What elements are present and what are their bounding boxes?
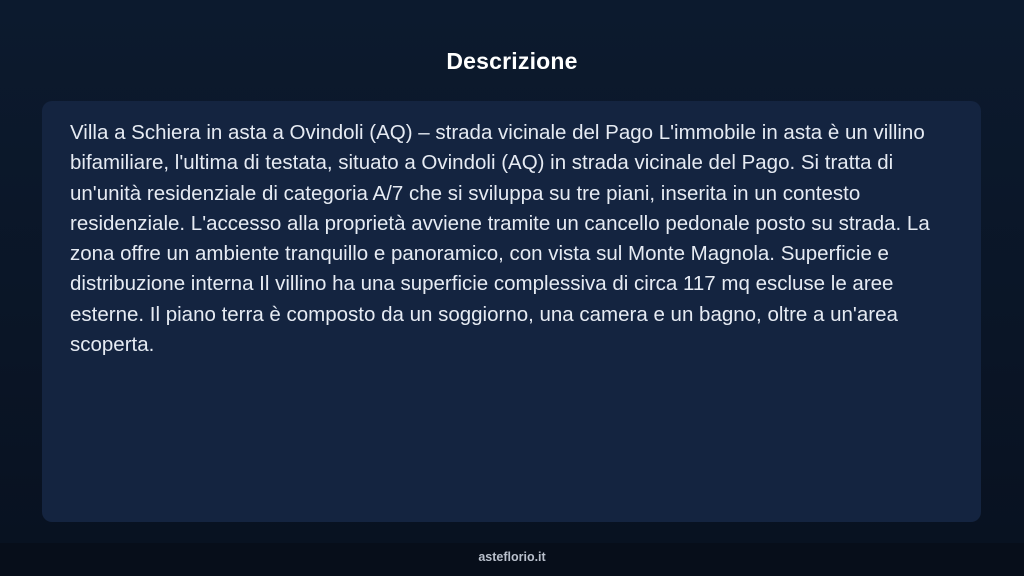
- page-title: Descrizione: [446, 48, 578, 74]
- description-text: Villa a Schiera in asta a Ovindoli (AQ) – strada vicinale del Pago L'immobile in asta è un villino bifamiliare, l'ultima di testata, situato a Ovindoli (AQ) in strada vicinale del Pago. Si tratta di un'unità residenziale di categoria A/7 che si sviluppa su tre piani, inserita in un contesto residenziale. L'accesso alla proprietà avviene tramite un cancello pedonale posto su strada. La zona offre un ambiente tranquillo e panoramico, con vista sul Monte Magnola. Superficie e distribuzione interna Il villino ha una superficie complessiva di circa 117 mq escluse le aree esterne. Il piano terra è composto da un soggiorno, una camera e un bagno, oltre a un'area scoperta.: [70, 121, 930, 357]
- description-card: [42, 101, 981, 522]
- footer-site-link[interactable]: asteflorio.it: [478, 550, 546, 564]
- footer-bar: [0, 543, 1024, 576]
